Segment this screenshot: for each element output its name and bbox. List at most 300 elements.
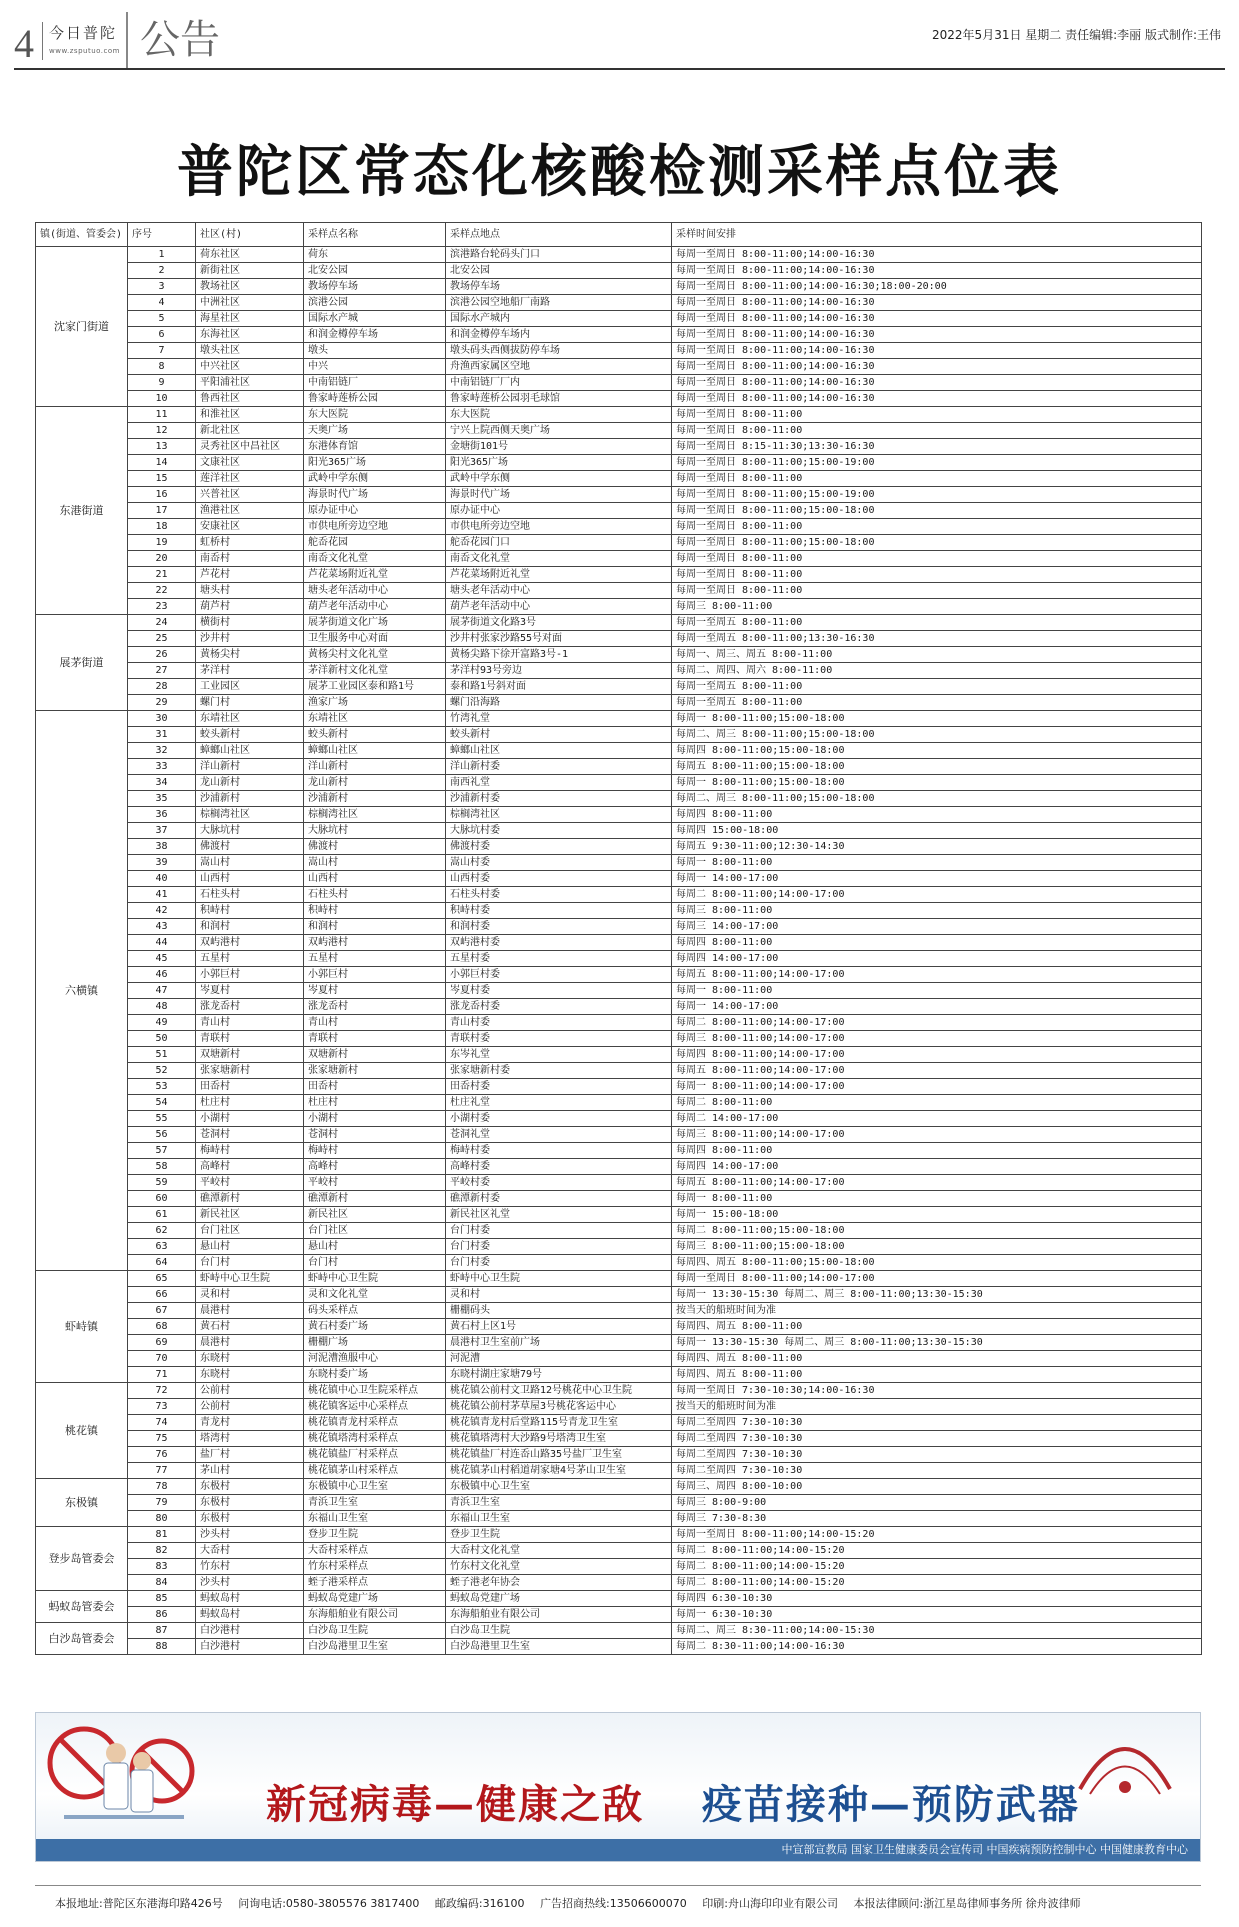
cell-site-location: 棕榈湾社区 <box>446 807 672 823</box>
cell-number: 26 <box>128 647 196 663</box>
cell-schedule: 每周一至周五 8:00-11:00 <box>672 695 1202 711</box>
cell-number: 40 <box>128 871 196 887</box>
cell-community: 洋山新村 <box>196 759 304 775</box>
medical-staff-illustration <box>44 1723 204 1839</box>
cell-site-name: 悬山村 <box>304 1239 446 1255</box>
cell-site-name: 桃花镇塔湾村采样点 <box>304 1431 446 1447</box>
cell-town: 沈家门街道 <box>36 247 128 407</box>
table-row <box>36 1479 1202 1495</box>
table-row <box>36 1367 1202 1383</box>
cell-site-location: 台门村委 <box>446 1223 672 1239</box>
cell-schedule: 每周一 8:00-11:00 <box>672 983 1202 999</box>
cell-community: 青山村 <box>196 1015 304 1031</box>
cell-community: 新北社区 <box>196 423 304 439</box>
cell-site-name: 石柱头村 <box>304 887 446 903</box>
issue-meta: 2022年5月31日 星期二 责任编辑:李丽 版式制作:王伟 <box>932 28 1221 42</box>
cell-site-location: 塘头老年活动中心 <box>446 583 672 599</box>
cell-site-name: 虾峙中心卫生院 <box>304 1271 446 1287</box>
table-row <box>36 311 1202 327</box>
logo-url: www.zsputuo.com <box>49 47 120 55</box>
cell-schedule: 每周二 8:00-11:00;14:00-15:20 <box>672 1559 1202 1575</box>
cell-community: 横街村 <box>196 615 304 631</box>
cell-community: 黄杨尖村 <box>196 647 304 663</box>
cell-site-name: 阳光365广场 <box>304 455 446 471</box>
cell-number: 41 <box>128 887 196 903</box>
cell-schedule: 每周一至周日 8:00-11:00;14:00-16:30 <box>672 375 1202 391</box>
cell-number: 30 <box>128 711 196 727</box>
cell-number: 81 <box>128 1527 196 1543</box>
cell-site-name: 墩头 <box>304 343 446 359</box>
cell-site-name: 竹东村采样点 <box>304 1559 446 1575</box>
cell-community: 五星村 <box>196 951 304 967</box>
cell-site-name: 双屿港村 <box>304 935 446 951</box>
table-row <box>36 1495 1202 1511</box>
cell-town: 桃花镇 <box>36 1383 128 1479</box>
cell-schedule: 每周一 13:30-15:30 每周二、周三 8:00-11:00;13:30-15:30 <box>672 1287 1202 1303</box>
cell-number: 74 <box>128 1415 196 1431</box>
cell-community: 积峙村 <box>196 903 304 919</box>
cell-schedule: 每周四 6:30-10:30 <box>672 1591 1202 1607</box>
cell-community: 蚂蚁岛村 <box>196 1591 304 1607</box>
cell-site-name: 武岭中学东侧 <box>304 471 446 487</box>
cell-site-location: 阳光365广场 <box>446 455 672 471</box>
cell-community: 涨龙岙村 <box>196 999 304 1015</box>
cell-site-location: 白沙岛卫生院 <box>446 1623 672 1639</box>
table-row <box>36 263 1202 279</box>
cell-community: 灵秀社区中昌社区 <box>196 439 304 455</box>
cell-site-name: 岑夏村 <box>304 983 446 999</box>
cell-schedule: 每周五 8:00-11:00;15:00-18:00 <box>672 759 1202 775</box>
cell-site-name: 黄石村委广场 <box>304 1319 446 1335</box>
cell-community: 茅山村 <box>196 1463 304 1479</box>
cell-schedule: 每周四 8:00-11:00;14:00-17:00 <box>672 1047 1202 1063</box>
cell-site-name: 东极镇中心卫生室 <box>304 1479 446 1495</box>
cell-schedule: 每周三 14:00-17:00 <box>672 919 1202 935</box>
cell-site-name: 桃花镇客运中心采样点 <box>304 1399 446 1415</box>
cell-community: 盐厂村 <box>196 1447 304 1463</box>
cell-schedule: 每周二 8:00-11:00;14:00-17:00 <box>672 1015 1202 1031</box>
cell-site-location: 市供电所旁边空地 <box>446 519 672 535</box>
table-row <box>36 487 1202 503</box>
cell-number: 64 <box>128 1255 196 1271</box>
cell-schedule: 每周二至周四 7:30-10:30 <box>672 1415 1202 1431</box>
cell-community: 东靖社区 <box>196 711 304 727</box>
cell-site-name: 舵岙花园 <box>304 535 446 551</box>
cell-community: 新街社区 <box>196 263 304 279</box>
cell-site-location: 武岭中学东侧 <box>446 471 672 487</box>
table-row <box>36 743 1202 759</box>
cell-community: 莲洋社区 <box>196 471 304 487</box>
cell-site-location: 大岙村文化礼堂 <box>446 1543 672 1559</box>
cell-site-name: 葫芦老年活动中心 <box>304 599 446 615</box>
footer-address: 本报地址:普陀区东港海印路426号 <box>55 1897 223 1910</box>
footer-printer: 印刷:舟山海印印业有限公司 <box>702 1897 838 1910</box>
footer-divider <box>35 1885 1201 1886</box>
cell-number: 72 <box>128 1383 196 1399</box>
cell-number: 69 <box>128 1335 196 1351</box>
cell-number: 44 <box>128 935 196 951</box>
cell-site-location: 东晓村湖庄家塘79号 <box>446 1367 672 1383</box>
table-row <box>36 999 1202 1015</box>
cell-number: 62 <box>128 1223 196 1239</box>
cell-site-location: 和润村委 <box>446 919 672 935</box>
cell-number: 75 <box>128 1431 196 1447</box>
cell-schedule: 每周二、周四、周六 8:00-11:00 <box>672 663 1202 679</box>
cell-schedule: 每周五 8:00-11:00;14:00-17:00 <box>672 1175 1202 1191</box>
cell-number: 25 <box>128 631 196 647</box>
cell-site-name: 芦花菜场附近礼堂 <box>304 567 446 583</box>
cell-number: 10 <box>128 391 196 407</box>
cell-site-name: 青山村 <box>304 1015 446 1031</box>
cell-site-name: 田岙村 <box>304 1079 446 1095</box>
table-row <box>36 503 1202 519</box>
cell-number: 73 <box>128 1399 196 1415</box>
cell-schedule: 每周三 8:00-11:00;14:00-17:00 <box>672 1127 1202 1143</box>
table-row <box>36 1175 1202 1191</box>
table-row <box>36 535 1202 551</box>
cell-schedule: 每周一至周日 8:00-11:00 <box>672 583 1202 599</box>
footer-legal: 本报法律顾问:浙江星岛律师事务所 徐舟波律师 <box>853 1897 1081 1910</box>
cell-community: 荷东社区 <box>196 247 304 263</box>
cell-community: 虾峙中心卫生院 <box>196 1271 304 1287</box>
cell-schedule: 每周一至周日 8:00-11:00 <box>672 519 1202 535</box>
cell-town: 六横镇 <box>36 711 128 1271</box>
cell-site-name: 白沙岛港里卫生室 <box>304 1639 446 1655</box>
table-row <box>36 423 1202 439</box>
cell-number: 84 <box>128 1575 196 1591</box>
cell-town: 虾峙镇 <box>36 1271 128 1383</box>
cell-number: 27 <box>128 663 196 679</box>
cell-community: 晨港村 <box>196 1335 304 1351</box>
cell-community: 东晓村 <box>196 1351 304 1367</box>
cell-site-location: 宁兴上院西侧天奥广场 <box>446 423 672 439</box>
table-row <box>36 615 1202 631</box>
cell-community: 大脉坑村 <box>196 823 304 839</box>
table-row <box>36 967 1202 983</box>
cell-schedule: 每周一至周五 8:00-11:00;13:30-16:30 <box>672 631 1202 647</box>
cell-community: 公前村 <box>196 1383 304 1399</box>
page-footer <box>55 1895 1215 1911</box>
cell-number: 18 <box>128 519 196 535</box>
cell-schedule: 每周一至周日 8:00-11:00;15:00-19:00 <box>672 487 1202 503</box>
table-row <box>36 1127 1202 1143</box>
cell-community: 双塘新村 <box>196 1047 304 1063</box>
cell-schedule: 每周四 8:00-11:00 <box>672 935 1202 951</box>
table-row <box>36 1639 1202 1655</box>
cell-site-name: 原办证中心 <box>304 503 446 519</box>
cell-site-name: 荷东 <box>304 247 446 263</box>
table-row <box>36 247 1202 263</box>
cell-community: 台门村 <box>196 1255 304 1271</box>
cell-schedule: 每周一 8:00-11:00;14:00-17:00 <box>672 1079 1202 1095</box>
cell-number: 13 <box>128 439 196 455</box>
cell-schedule: 每周四 8:00-11:00 <box>672 807 1202 823</box>
cell-schedule: 每周一至周日 8:00-11:00 <box>672 471 1202 487</box>
table-row <box>36 695 1202 711</box>
cell-schedule: 每周一 15:00-18:00 <box>672 1207 1202 1223</box>
cell-site-name: 杜庄村 <box>304 1095 446 1111</box>
table-row <box>36 1575 1202 1591</box>
cell-schedule: 按当天的船班时间为准 <box>672 1303 1202 1319</box>
cell-community: 平峧村 <box>196 1175 304 1191</box>
cell-site-name: 码头采样点 <box>304 1303 446 1319</box>
cell-number: 50 <box>128 1031 196 1047</box>
cell-site-name: 中兴 <box>304 359 446 375</box>
cell-number: 59 <box>128 1175 196 1191</box>
cell-schedule: 每周一至周日 8:00-11:00 <box>672 567 1202 583</box>
cell-number: 29 <box>128 695 196 711</box>
cell-site-location: 东岑礼堂 <box>446 1047 672 1063</box>
cell-schedule: 每周一至周日 8:00-11:00 <box>672 407 1202 423</box>
cell-community: 晨港村 <box>196 1303 304 1319</box>
table-row <box>36 1319 1202 1335</box>
cell-schedule: 每周二 8:00-11:00;14:00-17:00 <box>672 887 1202 903</box>
table-row <box>36 1079 1202 1095</box>
cell-site-name: 桃花镇青龙村采样点 <box>304 1415 446 1431</box>
cell-site-name: 大脉坑村 <box>304 823 446 839</box>
cell-site-name: 龙山新村 <box>304 775 446 791</box>
cell-community: 蟑螂山社区 <box>196 743 304 759</box>
cell-site-name: 台门社区 <box>304 1223 446 1239</box>
cell-site-name: 海景时代广场 <box>304 487 446 503</box>
cell-schedule: 每周一至周五 8:00-11:00 <box>672 679 1202 695</box>
cell-number: 28 <box>128 679 196 695</box>
cell-site-location: 张家塘新村委 <box>446 1063 672 1079</box>
cell-number: 22 <box>128 583 196 599</box>
cell-site-location: 梅峙村委 <box>446 1143 672 1159</box>
cell-number: 51 <box>128 1047 196 1063</box>
cell-site-location: 桃花镇盐厂村连岙山路35号盐厂卫生室 <box>446 1447 672 1463</box>
cell-number: 47 <box>128 983 196 999</box>
table-row <box>36 1415 1202 1431</box>
cell-site-location: 黄杨尖路下徐开富路3号-1 <box>446 647 672 663</box>
cell-community: 青龙村 <box>196 1415 304 1431</box>
cell-site-location: 杜庄礼堂 <box>446 1095 672 1111</box>
cell-site-location: 台门村委 <box>446 1239 672 1255</box>
cell-community: 和淮社区 <box>196 407 304 423</box>
table-row <box>36 1623 1202 1639</box>
table-row <box>36 295 1202 311</box>
cell-number: 16 <box>128 487 196 503</box>
cell-number: 2 <box>128 263 196 279</box>
table-row <box>36 391 1202 407</box>
cell-community: 龙山新村 <box>196 775 304 791</box>
table-row <box>36 1015 1202 1031</box>
cell-schedule: 每周一 8:00-11:00;15:00-18:00 <box>672 775 1202 791</box>
cell-schedule: 每周一至周日 8:00-11:00 <box>672 423 1202 439</box>
table-row <box>36 359 1202 375</box>
cell-community: 灵和村 <box>196 1287 304 1303</box>
table-row <box>36 759 1202 775</box>
table-row <box>36 1255 1202 1271</box>
table-row <box>36 599 1202 615</box>
cell-site-location: 青浜卫生室 <box>446 1495 672 1511</box>
cell-schedule: 每周一至周日 8:15-11:30;13:30-16:30 <box>672 439 1202 455</box>
cell-community: 螺门村 <box>196 695 304 711</box>
cell-number: 54 <box>128 1095 196 1111</box>
cell-schedule: 每周一至周日 7:30-10:30;14:00-16:30 <box>672 1383 1202 1399</box>
cell-schedule: 每周二 8:00-11:00;15:00-18:00 <box>672 1223 1202 1239</box>
cell-community: 教场社区 <box>196 279 304 295</box>
cell-schedule: 每周一至周日 8:00-11:00;15:00-19:00 <box>672 455 1202 471</box>
cell-site-location: 竹湾礼堂 <box>446 711 672 727</box>
cell-community: 东极村 <box>196 1479 304 1495</box>
table-row <box>36 1143 1202 1159</box>
cell-schedule: 每周五 9:30-11:00;12:30-14:30 <box>672 839 1202 855</box>
cell-number: 43 <box>128 919 196 935</box>
cell-community: 渔港社区 <box>196 503 304 519</box>
cell-schedule: 每周三 8:00-9:00 <box>672 1495 1202 1511</box>
cell-schedule: 每周二至周四 7:30-10:30 <box>672 1431 1202 1447</box>
cell-schedule: 每周一 8:00-11:00;15:00-18:00 <box>672 711 1202 727</box>
cell-site-location: 涨龙岙村委 <box>446 999 672 1015</box>
table-row <box>36 951 1202 967</box>
table-row <box>36 1527 1202 1543</box>
cell-site-location: 滨港路台轮码头门口 <box>446 247 672 263</box>
cell-site-name: 和润村 <box>304 919 446 935</box>
cell-site-location: 新民社区礼堂 <box>446 1207 672 1223</box>
slogan-left: 新冠病毒—健康之敌 <box>266 1781 644 1828</box>
cell-site-name: 青联村 <box>304 1031 446 1047</box>
cell-site-name: 茅洋新村文化礼堂 <box>304 663 446 679</box>
cell-site-name: 桃花镇盐厂村采样点 <box>304 1447 446 1463</box>
table-row <box>36 1543 1202 1559</box>
cell-community: 蚂蚁岛村 <box>196 1607 304 1623</box>
cell-community: 东极村 <box>196 1511 304 1527</box>
cell-number: 76 <box>128 1447 196 1463</box>
cell-site-location: 南西礼堂 <box>446 775 672 791</box>
cell-schedule: 每周一至周日 8:00-11:00;14:00-16:30 <box>672 263 1202 279</box>
cell-community: 中洲社区 <box>196 295 304 311</box>
cell-site-name: 五星村 <box>304 951 446 967</box>
table-row <box>36 775 1202 791</box>
cell-community: 白沙港村 <box>196 1623 304 1639</box>
table-row <box>36 1287 1202 1303</box>
cell-site-name: 东福山卫生室 <box>304 1511 446 1527</box>
cell-site-name: 鲁家峙莲桥公园 <box>304 391 446 407</box>
cell-number: 21 <box>128 567 196 583</box>
cell-community: 石柱头村 <box>196 887 304 903</box>
cell-number: 20 <box>128 551 196 567</box>
cell-schedule: 按当天的船班时间为准 <box>672 1399 1202 1415</box>
cell-site-location: 岑夏村委 <box>446 983 672 999</box>
cell-site-location: 苍洞礼堂 <box>446 1127 672 1143</box>
cell-site-location: 洋山新村委 <box>446 759 672 775</box>
table-row <box>36 663 1202 679</box>
cell-site-location: 教场停车场 <box>446 279 672 295</box>
cell-site-name: 张家塘新村 <box>304 1063 446 1079</box>
cell-schedule: 每周一至周日 8:00-11:00;14:00-16:30 <box>672 247 1202 263</box>
footer-ads: 广告招商热线:13506600070 <box>540 1897 687 1910</box>
cell-number: 86 <box>128 1607 196 1623</box>
table-row <box>36 1223 1202 1239</box>
table-row <box>36 711 1202 727</box>
cell-site-name: 国际水产城 <box>304 311 446 327</box>
cell-number: 14 <box>128 455 196 471</box>
cell-site-location: 竹东村文化礼堂 <box>446 1559 672 1575</box>
cell-site-location: 金塘街101号 <box>446 439 672 455</box>
cell-schedule: 每周三 8:00-11:00;15:00-18:00 <box>672 1239 1202 1255</box>
cell-number: 45 <box>128 951 196 967</box>
cell-site-location: 台门村委 <box>446 1255 672 1271</box>
cell-number: 70 <box>128 1351 196 1367</box>
cell-number: 80 <box>128 1511 196 1527</box>
cell-site-name: 沙浦新村 <box>304 791 446 807</box>
cell-community: 棕榈湾社区 <box>196 807 304 823</box>
cell-site-location: 小郭巨村委 <box>446 967 672 983</box>
table-row <box>36 343 1202 359</box>
cell-site-location: 沙浦新村委 <box>446 791 672 807</box>
table-row <box>36 1591 1202 1607</box>
table-row <box>36 1431 1202 1447</box>
cell-site-location: 东福山卫生室 <box>446 1511 672 1527</box>
cell-site-location: 积峙村委 <box>446 903 672 919</box>
cell-site-name: 栅棚广场 <box>304 1335 446 1351</box>
cell-town: 展茅街道 <box>36 615 128 711</box>
cell-number: 56 <box>128 1127 196 1143</box>
cell-schedule: 每周三 8:00-11:00;14:00-17:00 <box>672 1031 1202 1047</box>
table-row <box>36 1463 1202 1479</box>
cell-community: 黄石村 <box>196 1319 304 1335</box>
table-row <box>36 1207 1202 1223</box>
cell-site-name: 天奥广场 <box>304 423 446 439</box>
cell-site-name: 中南铝链厂 <box>304 375 446 391</box>
table-row <box>36 455 1202 471</box>
cell-number: 42 <box>128 903 196 919</box>
table-row <box>36 679 1202 695</box>
cell-site-name: 涨龙岙村 <box>304 999 446 1015</box>
cell-site-location: 登步卫生院 <box>446 1527 672 1543</box>
cell-community: 墩头社区 <box>196 343 304 359</box>
cell-community: 沙头村 <box>196 1575 304 1591</box>
cell-number: 38 <box>128 839 196 855</box>
cell-site-location: 东大医院 <box>446 407 672 423</box>
table-row <box>36 407 1202 423</box>
cell-site-name: 礁潭新村 <box>304 1191 446 1207</box>
newspaper-logo <box>42 22 120 60</box>
cell-site-location: 泰和路1号斜对面 <box>446 679 672 695</box>
cell-site-name: 蛟头新村 <box>304 727 446 743</box>
cell-community: 双屿港村 <box>196 935 304 951</box>
table-row <box>36 439 1202 455</box>
cell-site-location: 北安公园 <box>446 263 672 279</box>
cell-community: 塘头村 <box>196 583 304 599</box>
cell-site-location: 蚂蚁岛党建广场 <box>446 1591 672 1607</box>
cell-site-name: 蟑螂山社区 <box>304 743 446 759</box>
col-header-town: 镇(街道、管委会) <box>36 223 128 247</box>
cell-site-location: 平峧村委 <box>446 1175 672 1191</box>
cell-site-name: 蛭子港采样点 <box>304 1575 446 1591</box>
cell-schedule: 每周一 14:00-17:00 <box>672 871 1202 887</box>
cell-site-name: 教场停车场 <box>304 279 446 295</box>
cell-town: 白沙岛管委会 <box>36 1623 128 1655</box>
cell-number: 57 <box>128 1143 196 1159</box>
cell-number: 36 <box>128 807 196 823</box>
section-title: 公告 <box>126 12 220 68</box>
cell-community: 沙浦新村 <box>196 791 304 807</box>
cell-site-location: 桃花镇公前村文卫路12号桃花中心卫生院 <box>446 1383 672 1399</box>
cell-site-location: 螺门沿海路 <box>446 695 672 711</box>
cell-schedule: 每周三 8:00-11:00 <box>672 903 1202 919</box>
cell-site-location: 墩头码头西侧拔防停车场 <box>446 343 672 359</box>
cell-site-name: 白沙岛卫生院 <box>304 1623 446 1639</box>
cell-community: 嵩山村 <box>196 855 304 871</box>
cell-community: 东海社区 <box>196 327 304 343</box>
cell-number: 11 <box>128 407 196 423</box>
cell-community: 茅洋村 <box>196 663 304 679</box>
cell-site-name: 东靖社区 <box>304 711 446 727</box>
cell-site-location: 葫芦老年活动中心 <box>446 599 672 615</box>
